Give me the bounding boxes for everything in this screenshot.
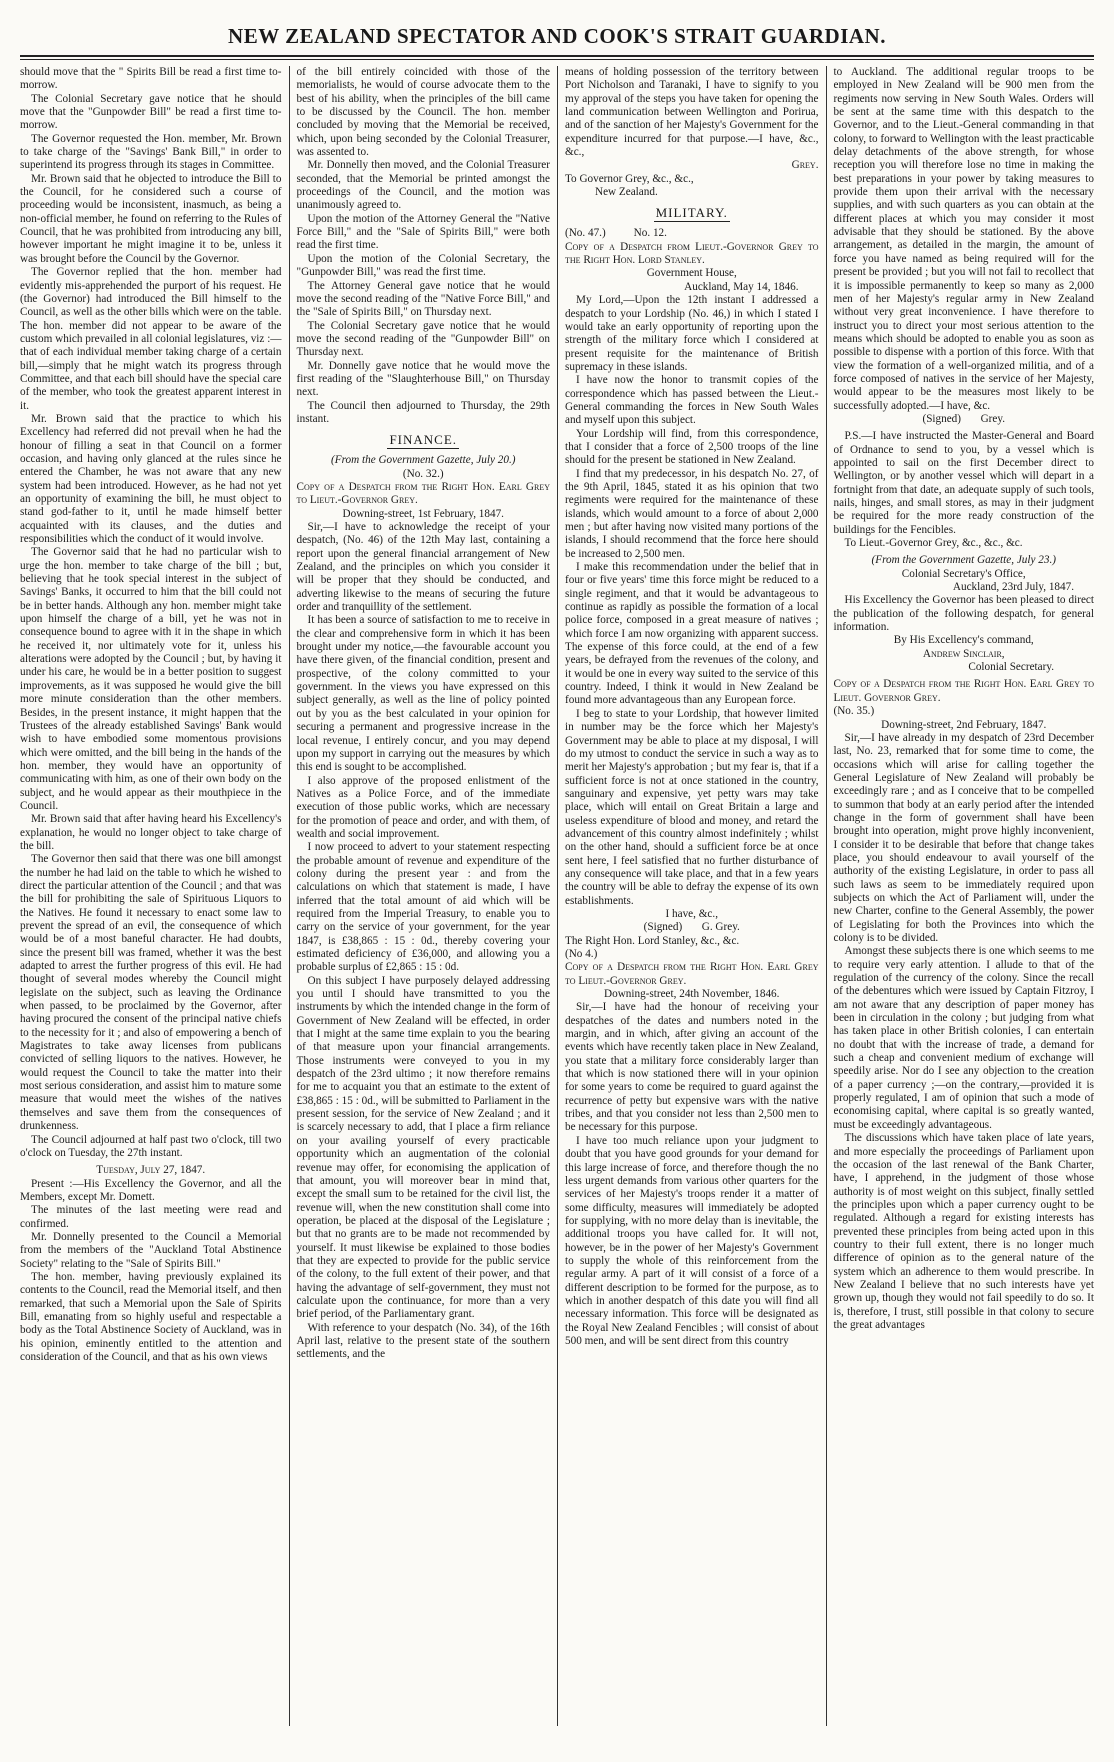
- paragraph: The Colonial Secretary gave notice that he should move that the "Gunpowder Bill" be read a first time to-morrow.: [20, 92, 282, 132]
- paragraph: On this subject I have purposely delayed addressing you until I should have transmitted to you the instruments by which the intended change in the form of Government of New Zealand will be effected, in order that I might at the same time explain to you the bearing of that measure upon your financial arrangements. Those instruments were conveyed to you in my despatch of the 23rd ultimo ; it now therefore remains for me to acquaint you that an estimate to the extent of £38,865 : 15 : 0d., will be submitted to Parliament in the present session, for the service of New Zealand ; and it is scarcely necessary to add, that I place a firm reliance on your availing yourself of every practicable opportunity which an augmentation of the colonial revenue may offer, for economising the application of that amount, you will moreover bear in mind that, except the small sum to be retained for the civil list, the revenue will, when the new constitution shall come into operation, be placed at the disposal of the Legislature ; but that no grants are to be made not recommended by yourself. It must likewise be explained to those bodies that they are expected to provide for the public service of the colony, to the full extent of their power, and that having the advantage of self-government, they must not calculate upon the continuance, for more than a very brief period, of the Parliamentary grant.: [296, 974, 550, 1321]
- signature: Grey.: [791, 159, 819, 172]
- signature: (Signed) Grey.: [922, 412, 1006, 425]
- despatch-number: (No. 32.): [402, 467, 444, 480]
- paragraph: Present :—His Excellency the Governor, and all the Members, except Mr. Domett.: [20, 1177, 282, 1203]
- paragraph: My Lord,—Upon the 12th instant I addressed a despatch to your Lordship (No. 46,) in which I stated I would take an early opportunity of reporting upon the strength of the military force which I considered at present requisite for the maintenance of British supremacy in these islands.: [565, 294, 819, 373]
- paragraph: With reference to your despatch (No. 34), of the 16th April last, relative to the present state of the southern settlements, and the: [296, 1321, 550, 1361]
- paragraph: means of holding possession of the territory between Port Nicholson and Taranaki, I have to signify to you my approval of the steps you have taken for opening the land communication between Wellington and Porirua, and of the sanction of her Majesty's Government for the expenditure incurred for that purpose.—I have, &c., &c.,: [565, 66, 819, 159]
- despatch-title: Copy of a Despatch from the Right Hon. Earl Grey to Lieut.-Governor Grey.: [296, 480, 550, 507]
- column-1: [20, 66, 289, 1726]
- paragraph: Mr. Brown said that after having heard his Excellency's explanation, he would no longer object to take charge of the bill.: [20, 813, 282, 852]
- signatory-title: Colonial Secretary.: [968, 661, 1054, 674]
- paragraph: I find that my predecessor, in his despatch No. 27, of the 9th April, 1845, stated it as his opinion that two regiments were required for the maintenance of these islands, which would amount to a force of about 2,000 men ; but after having now visited many portions of the islands, I should recommend that the force here should be increased to 2,500 men.: [565, 467, 819, 560]
- dateline: Downing-street, 2nd February, 1847.: [881, 718, 1047, 731]
- office-line: Auckland, 23rd July, 1847.: [952, 581, 1074, 594]
- paragraph: The Colonial Secretary gave notice that he would move the second reading of the "Gunpowder Bill" on Thursday next.: [296, 319, 550, 359]
- paragraph: Mr. Donnelly presented to the Council a Memorial from the members of the "Auckland Total Abstinence Society" relating to the "Sale of Spirits Bill.": [20, 1230, 282, 1270]
- place-line: Government House,: [646, 267, 737, 280]
- masthead-rule: [20, 55, 1094, 57]
- paragraph: The Governor requested the Hon. member, Mr. Brown to take charge of the "Savings' Bank Bill," in order to superintend its progress through its stages in Committee.: [20, 132, 282, 172]
- despatch-number: (No 4.): [565, 948, 598, 960]
- paragraph: I have too much reliance upon your judgment to doubt that you have good grounds for your demand for this large increase of force, and therefore though the no less urgent demands from various other quarters for the services of her Majesty's troops render it a matter of some difficulty, measures will immediately be adopted for supplying, with no more delay than is inevitable, the additional troops you have called for. It will not, however, be in the power of her Majesty's Government to supply the whole of this reinforcement from the regular army. A part of it will consist of a force of a different description to be formed for the purpose, as to which in another despatch of this date you will find all necessary information. This force will be designated as the Royal New Zealand Fencibles ; will consist of about 500 men, and will be sent direct from this country: [565, 1134, 819, 1347]
- office-line: Colonial Secretary's Office,: [901, 567, 1026, 580]
- signature: (Signed) G. Grey.: [643, 921, 740, 934]
- column-4: [826, 66, 1095, 1726]
- paragraph: to Auckland. The additional regular troops to be employed in New Zealand will be 900 men from the regiments now serving in New South Wales. Orders will be sent at the same time with this despatch to the Governor, and to the Lieut.-General commanding in that colony, to forward to Wellington with the least practicable delay detachments of the above strength, for whose reception you will therefore lose no time in making the best preparations in your power by taking measures to provide them upon their arrival with the necessary supplies, and with such quarters as you can obtain at the different places at which you may consider it most advisable that they should be stationed. By the above arrangement, as detailed in the margin, the amount of force you have named as being required will for the present be provided ; but you will not fail to recollect that it is impossible permanently to keep so many as 2,000 men of her Majesty's regular army in New Zealand without very great inconvenience. I have therefore to instruct you to direct your most serious attention to the means which should be adopted to enable you as soon as possible to dispense with a portion of this force. With that view the formation of a well-organized militia, and of a force composed of natives in the service of her Majesty, would appear to be the measures most likely to be successfully adopted.—I have, &c.: [833, 66, 1094, 412]
- paragraph: I make this recommendation under the belief that in four or five years' time this force might be reduced to a single regiment, and that it would be advantageous to continue as rapidly as possible the formation of a local police force, composed in a great measure of natives ; which force I am now organizing with apparent success. The expense of this force could, at the end of a few years, be defrayed from the revenues of the colony, and it would be one in every way suited to the service of this country. Indeed, I think it would in New Zealand be found more advantageous than any European force.: [565, 561, 819, 707]
- place-line: Auckland, May 14, 1846.: [684, 280, 799, 293]
- paragraph: Your Lordship will find, from this correspondence, that I consider that a force of 2,500 troops of the line should for the present be stationed in New Zealand.: [565, 427, 819, 467]
- masthead: NEW ZEALAND SPECTATOR AND COOK'S STRAIT GUARDIAN.: [228, 24, 886, 48]
- paragraph: His Excellency the Governor has been pleased to direct the publication of the following despatch, for general information.: [833, 594, 1094, 634]
- despatch-number: (No. 47.) No. 12.: [565, 227, 667, 240]
- dateline: Downing-street, 1st February, 1847.: [342, 507, 504, 520]
- paragraph: Mr. Brown said that he objected to introduce the Bill to the Council, for he considered such a course of proceeding would be inconsistent, inasmuch, as being a non-official member, he found on referring to the Rules of Council, that he was prohibited from introducing any bill, however important he might imagine it to be, unless it was brought before the Council by the Governor.: [20, 172, 282, 265]
- despatch-title: Copy of a Despatch from the Right Hon. Earl Grey to Lieut. Governor Grey.: [833, 678, 1094, 704]
- paragraph: Amongst these subjects there is one which seems to me to require very early attention. I allude to that of the regulation of the currency of the colony. Since the recall of the debentures which were issued by Captain Fitzroy, I am not aware that any description of paper money has been in circulation in the colony ; but judging from what has taken place in other British colonies, I can entertain no doubt that with the increase of trade, a demand for such a cheap and convenient medium of exchange will speedily arise. Nor do I see any objection to the creation of a paper currency ;—on the contrary,—provided it is properly regulated, I am of opinion that such a mode of economising capital, where capital is so greatly wanted, must be exceedingly advantageous.: [833, 945, 1094, 1131]
- paragraph: The hon. member, having previously explained its contents to the Council, read the Memorial itself, and then remarked, that such a Memorial upon the Sale of Spirits Bill, emanating from so highly useful and respectable a body as the Total Abstinence Society of Auckland, was in his opinion, eminently entitled to the attention and consideration of the Council, and that as his own views: [20, 1270, 282, 1363]
- address-line: New Zealand.: [595, 186, 658, 199]
- address-line: To Governor Grey, &c., &c.,: [565, 172, 694, 185]
- column-3: [557, 66, 826, 1726]
- masthead-rule-thin: [20, 59, 1094, 60]
- paragraph: The Governor then said that there was one bill amongst the number he had laid on the table to which he wished to direct the particular attention of the Council ; and that was the bill for prohibiting the sale of Spirituous Liquors to the Natives. He found it necessary to enact some law to prevent the spread of an evil, the consequence of which would be of a most baneful character. He had doubts, since the present bill was framed, whether it was the best adapted to arrest the further progress of this evil. He had thought of several modes whereby the Council might legislate on the subject, such as leaving the Ordinance when passed, to be proclaimed by the Governor, after having procured the consent of the principal native chiefs to the necessity for it ; and also of empowering a bench of Magistrates to take away licenses from publicans convicted of selling liquors to the natives. However, he would request the Council to take the matter into their most serious consideration, and assist him to mature some measure that would meet the wishes of the natives themselves and save them from the consequences of drunkenness.: [20, 853, 282, 1133]
- section-heading-military: MILITARY.: [655, 205, 728, 221]
- paragraph: The Governor replied that the hon. member had evidently mis-apprehended the purport of his request. He (the Governor) had introduced the Bill himself to the Council, as well as the other bills which were on the table. The hon. member did not appear to be aware of the custom which prevailed in all colonial legislatures, viz :—that of each individual member taking charge of a certain bill,—simply that he might watch its progress through Committee, and that each bill should have the special care of the member, who took the greatest apparent interest in it.: [20, 266, 282, 412]
- paragraph: I beg to state to your Lordship, that however limited in number may be the force which her Majesty's Government may be able to place at my disposal, I will do my utmost to conduct the service in such a way as to merit her Majesty's approbation ; but my fear is, that if a sufficient force is not at once stationed in the country, sanguinary and expensive, yet petty wars may take place, which will entail on Great Britain a large and useless expenditure of blood and money, and retard the advancement of this country almost indefinitely ; whilst on the other hand, should a sufficient force be at once sent here, I feel satisfied that no further disturbance of any consequence will take place, and that in a few years the country will be able to defray the expense of its own establishments.: [565, 707, 819, 907]
- paragraph: Mr. Brown said that the practice to which his Excellency had referred did not prevail when he had the honour of filling a seat in that Council on a former occasion, and having only glanced at the rules since he entered the Chamber, he was not aware that any new system had been introduced. However, as he had not yet an opportunity of examining the bill, he must object to stand god-father to it, until he made himself better acquainted with its clauses, and the duties and responsibilities which the conduct of it would involve.: [20, 412, 282, 546]
- despatch-number: (No. 35.): [833, 705, 875, 718]
- paragraph: Sir,—I have already in my despatch of 23rd December last, No. 23, remarked that for some time to come, the occasions which will arise for calling together the General Legislature of New Zealand will probably be exceedingly rare ; and as I conceive that to be compelled to summon that body at an early period after the intended change in the form of government shall have been brought into operation, might prove highly inconvenient, I consider it to be desirable that before that change takes place, you should endeavour to avail yourself of the authority of the existing Legislature, in order to pass all such laws as seem to be immediately required upon subjects on which the Act of Parliament will, under the new Charter, confine to the General Assembly, the power of Legislating for both the Provinces into which the colony is to be divided.: [833, 731, 1094, 944]
- paragraph: should move that the " Spirits Bill be read a first time to-morrow.: [20, 66, 282, 92]
- paragraph: P.S.—I have instructed the Master-General and Board of Ordnance to send to you, by a vessel which is appointed to sail on the first December direct to Wellington, or by another vessel which will depart in a fortnight from that date, an adequate supply of such tools, nails, hinges, and small stores, as may in their judgment be required for the more ready construction of the buildings for the Fencibles.: [833, 430, 1094, 536]
- paragraph: The minutes of the last meeting were read and confirmed.: [20, 1204, 282, 1230]
- columns: [20, 66, 1094, 1726]
- column-2: [289, 66, 558, 1726]
- paragraph: Mr. Donnelly gave notice that he would move the first reading of the "Slaughterhouse Bill," on Thursday next.: [296, 359, 550, 399]
- command-line: By His Excellency's command,: [893, 634, 1034, 647]
- paragraph: I now proceed to advert to your statement respecting the probable amount of revenue and expenditure of the colony during the present year : and from the calculations on which that statement is made, I have inferred that the total amount of aid which will be required from the Imperial Treasury, to enable you to carry on the service of your government, for the year 1847, is £38,865 : 15 : 0d., thereby covering your estimated deficiency of £36,000, and allowing you a probable surplus of £2,865 : 15 : 0d.: [296, 841, 550, 974]
- paragraph: Upon the motion of the Attorney General the "Native Force Bill," and the "Sale of Spirits Bill," were both read the first time.: [296, 212, 550, 252]
- despatch-title: Copy of a Despatch from the Right Hon. Earl Grey to Lieut.-Governor Grey.: [565, 961, 819, 987]
- paragraph: The Council adjourned at half past two o'clock, till two o'clock on Tuesday, the 27th instant.: [20, 1133, 282, 1159]
- address-line: The Right Hon. Lord Stanley, &c., &c.: [565, 934, 740, 947]
- paragraph: The discussions which have taken place of late years, and more especially the proceedings of Parliament upon the occasion of the last renewal of the Bank Charter, have, I apprehend, in the judgment of those whose authority is of most weight on this subject, finally settled the principles upon which a paper currency ought to be regulated. Although a regard for existing interests has prevented these principles from being acted upon in this country to their full extent, there is no longer much difference of opinion as to the general nature of the system which an adherence to them would prescribe. In New Zealand I believe that no such interests have yet grown up, though they would not fail speedily to do so. It is, therefore, I trust, still possible in that colony to secure the great advantages: [833, 1132, 1094, 1331]
- paragraph: I also approve of the proposed enlistment of the Natives as a Police Force, and of the immediate execution of those public works, which are necessary for the promotion of peace and order, and with them, of wealth and social improvement.: [296, 774, 550, 840]
- source-line: (From the Government Gazette, July 20.): [331, 454, 516, 467]
- paragraph: The Governor said that he had no particular wish to urge the hon. member to take charge of the bill ; but, believing that he took special interest in the subject of Savings' Banks, it occurred to him that the bill could not be in better hands. Although any hon. member might take upon himself the charge of a bill, yet he was not in consequence bound to agree with it in the shape in which he received it, nor ultimately vote for it, unless his alterations were adopted by the Council ; but, by having it under his care, he would be in a better position to suggest improvements, as it was supposed he would give the bill more minute consideration than the other members. Besides, in the present instance, it might happen that the Trustees of the already established Savings' Bank would wish to have embodied some momentous provisions which were omitted, and the bill being in the hands of the hon. member, they would have an opportunity of communicating with him, as one of their own body on the subject, and he would appear as their mouthpiece in the Council.: [20, 546, 282, 812]
- paragraph: Mr. Donnelly then moved, and the Colonial Treasurer seconded, that the Memorial be printed amongst the proceedings of the Council, and the motion was unanimously agreed to.: [296, 159, 550, 212]
- meeting-date: Tuesday, July 27, 1847.: [96, 1164, 206, 1177]
- dateline: Downing-street, 24th November, 1846.: [604, 988, 780, 1001]
- signatory-name: Andrew Sinclair,: [922, 647, 1005, 660]
- paragraph: Sir,—I have had the honour of receiving your despatches of the dates and numbers noted in the margin, and in which, after giving an account of the events which have recently taken place in New Zealand, you state that a military force considerably larger than that which is now stationed there will in your opinion for some years to come be required to guard against the recurrence of petty but expensive wars with the native tribes, and that you consider not less than 2,500 men to be necessary for this purpose.: [565, 1001, 819, 1134]
- paragraph: I have now the honor to transmit copies of the correspondence which has passed between the Lieut.-General commanding the forces in New South Wales and myself upon this subject.: [565, 374, 819, 427]
- address-line: To Lieut.-Governor Grey, &c., &c., &c.: [844, 537, 1023, 550]
- despatch-title: Copy of a Despatch from Lieut.-Governor Grey to the Right Hon. Lord Stanley.: [565, 240, 819, 267]
- paragraph: The Council then adjourned to Thursday, the 29th instant.: [296, 399, 550, 425]
- section-heading-finance: FINANCE.: [389, 432, 458, 448]
- paragraph: The Attorney General gave notice that he would move the second reading of the "Native Force Bill," and the "Sale of Spirits Bill," on Thursday next.: [296, 279, 550, 319]
- paragraph: Upon the motion of the Colonial Secretary, the "Gunpowder Bill," was read the first time.: [296, 252, 550, 279]
- source-line: (From the Government Gazette, July 23.): [871, 554, 1056, 567]
- paragraph: Sir,—I have to acknowledge the receipt of your despatch, (No. 46) of the 12th May last, containing a report upon the general financial arrangement of New Zealand, and the principles on which you consider it will be proper that they should be conducted, and adverting likewise to the means of securing the future order and tranquillity of the settlement.: [296, 521, 550, 614]
- closing: I have, &c.,: [665, 907, 718, 920]
- paragraph: It has been a source of satisfaction to me to receive in the clear and comprehensive form in which it has been brought under my notice,—the favourable account you have there given, of the financial condition, present and prospective, of the colony committed to your government. In the views you have expressed on this subject generally, as well as the line of policy pointed out by you as the best calculated in your opinion for securing a permanent and progressive increase in the local revenue, I entirely concur, and you may depend upon my support in carrying out the measures by which this end is sought to be accomplished.: [296, 614, 550, 774]
- paragraph: of the bill entirely coincided with those of the memorialists, he would of course advocate them to the best of his ability, when the principles of the bill came to be discussed by the Council. The hon. member concluded by moving that the Memorial be received, which, upon being seconded by the Colonial Treasurer, was assented to.: [296, 66, 550, 159]
